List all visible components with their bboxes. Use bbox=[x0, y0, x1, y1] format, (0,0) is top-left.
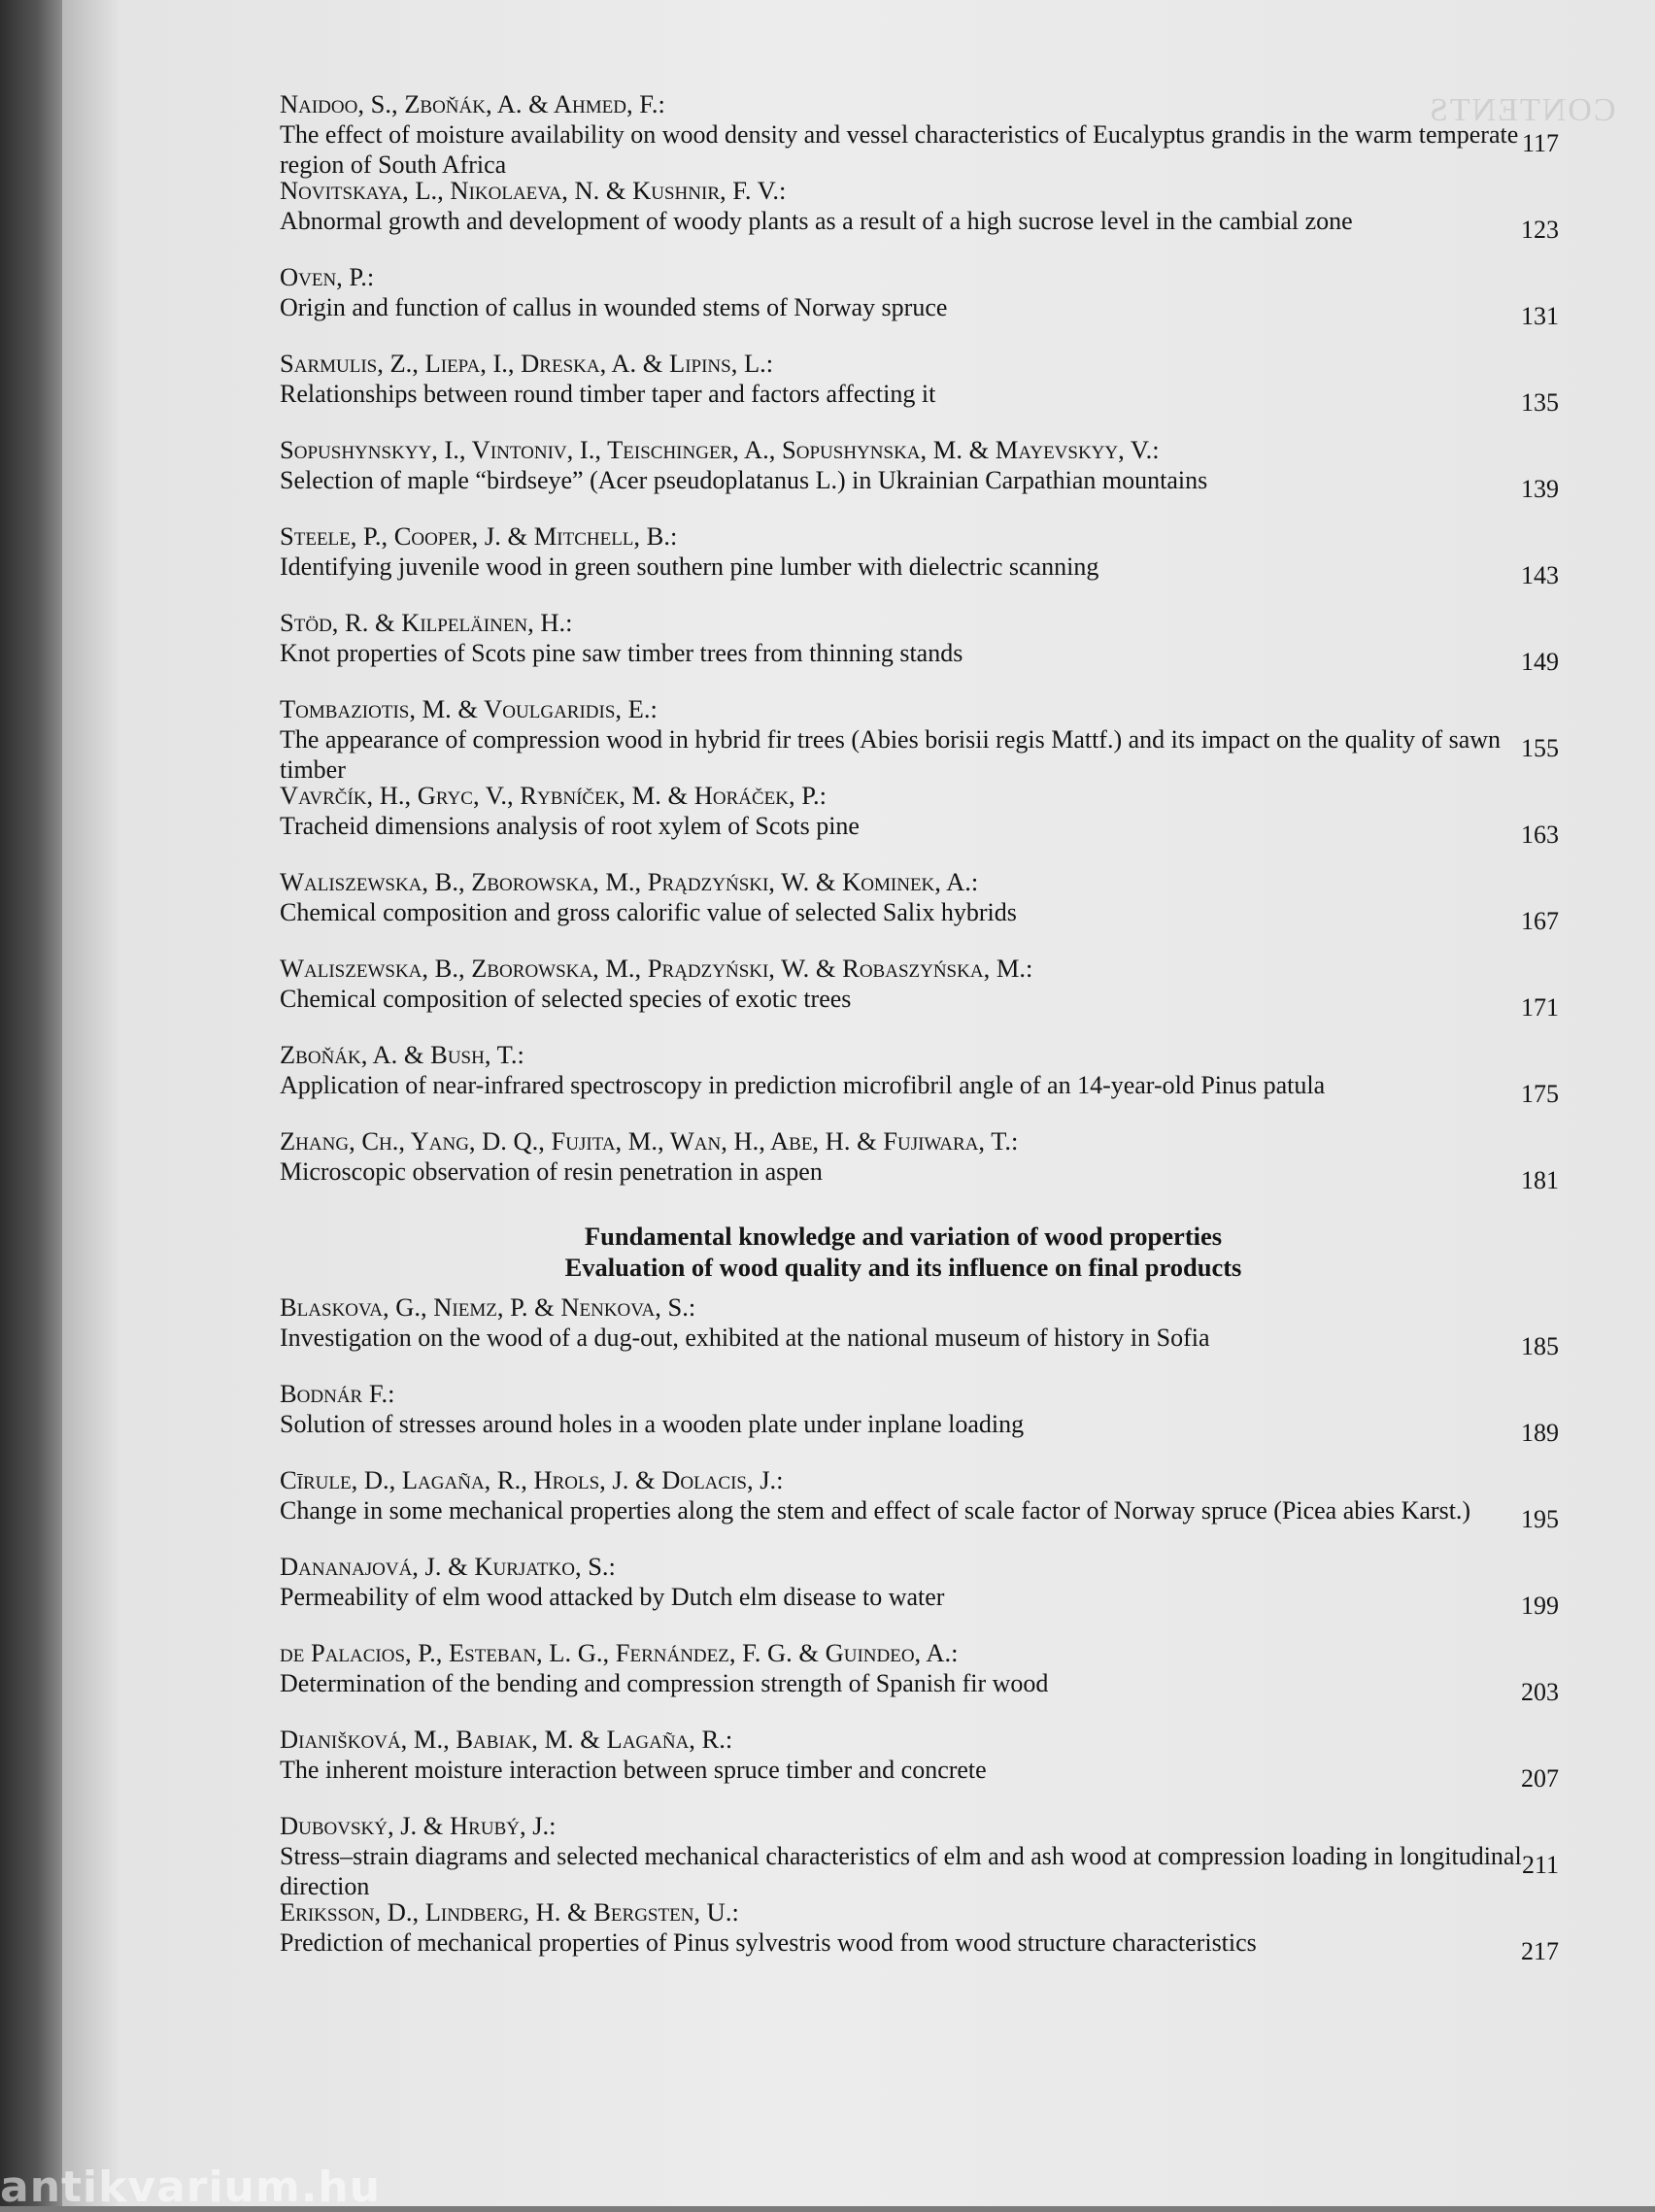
toc-entry-authors: Sarmulis, Z., Liepa, I., Dreska, A. & Lipins, L.: bbox=[280, 349, 774, 378]
toc-entry-authors: Naidoo, S., Zboňák, A. & Ahmed, F.: bbox=[280, 89, 665, 118]
toc-entry-authors: Waliszewska, B., Zborowska, M., Prądzyński, W. & Robaszyńska, M.: bbox=[280, 954, 1033, 983]
toc-entry-page-number: 167 bbox=[1521, 907, 1559, 935]
toc-entry bbox=[194, 1292, 1573, 1379]
toc-entry bbox=[194, 1897, 1573, 1984]
toc-entry bbox=[194, 608, 1573, 694]
toc-entry-title: Stress–strain diagrams and selected mechanical characteristics of elm and ash wood at compression loading in longitudinal direction bbox=[280, 1842, 1522, 1900]
toc-entry bbox=[194, 1811, 1573, 1900]
toc-entry-authors: Waliszewska, B., Zborowska, M., Prądzyński, W. & Kominek, A.: bbox=[280, 867, 979, 896]
toc-entry bbox=[194, 1638, 1573, 1725]
toc-entry bbox=[194, 867, 1573, 954]
toc-entry-authors: Zboňák, A. & Bush, T.: bbox=[280, 1040, 524, 1069]
section-heading-line-2: Evaluation of wood quality and its influence on final products bbox=[564, 1253, 1242, 1282]
toc-entry bbox=[194, 176, 1573, 262]
toc-entry-title: Prediction of mechanical properties of Pinus sylvestris wood from wood structure characteristics bbox=[280, 1928, 1257, 1957]
toc-entry-authors: Sopushynskyy, I., Vintoniv, I., Teischinger, A., Sopushynska, M. & Mayevskyy, V.: bbox=[280, 435, 1160, 464]
toc-entry bbox=[194, 349, 1573, 435]
toc-entry bbox=[194, 435, 1573, 521]
show-through-heading: CONTENTS bbox=[1428, 92, 1616, 128]
toc-entry-title: Chemical composition of selected species of exotic trees bbox=[280, 985, 852, 1013]
toc-entry bbox=[194, 694, 1573, 784]
toc-entry-authors: Zhang, Ch., Yang, D. Q., Fujita, M., Wan, H., Abe, H. & Fujiwara, T.: bbox=[280, 1126, 1019, 1156]
toc-entry-authors: de Palacios, P., Esteban, L. G., Fernández, F. G. & Guindeo, A.: bbox=[280, 1638, 959, 1667]
toc-entry bbox=[194, 262, 1573, 349]
watermark: antikvarium.hu bbox=[0, 2162, 382, 2212]
toc-entry bbox=[194, 1552, 1573, 1638]
toc-entry-title: Application of near-infrared spectroscopy in prediction microfibril angle of an 14-year-old Pinus patula bbox=[280, 1071, 1326, 1099]
toc-entry-page-number: 131 bbox=[1521, 302, 1559, 330]
book-spine-shadow bbox=[0, 0, 62, 2206]
toc-entry-title: Determination of the bending and compression strength of Spanish fir wood bbox=[280, 1669, 1049, 1697]
toc-entry-page-number: 123 bbox=[1521, 216, 1559, 244]
toc-entry-authors: Vavrčík, H., Gryc, V., Rybníček, M. & Horáček, P.: bbox=[280, 781, 828, 810]
toc-entry-title: Origin and function of callus in wounded stems of Norway spruce bbox=[280, 293, 948, 321]
toc-entry-authors: Dubovský, J. & Hrubý, J.: bbox=[280, 1811, 557, 1840]
toc-entry-title: Solution of stresses around holes in a wooden plate under inplane loading bbox=[280, 1410, 1025, 1438]
toc-entry-title: The appearance of compression wood in hybrid fir trees (Abies borisii regis Mattf.) and its impact on the quality of sawn timber bbox=[280, 725, 1502, 784]
toc-entry-title: Chemical composition and gross calorific value of selected Salix hybrids bbox=[280, 898, 1017, 926]
toc-entry-authors: Blaskova, G., Niemz, P. & Nenkova, S.: bbox=[280, 1292, 696, 1322]
toc-entry-authors: Eriksson, D., Lindberg, H. & Bergsten, U.: bbox=[280, 1897, 739, 1927]
toc-entry-authors: Steele, P., Cooper, J. & Mitchell, B.: bbox=[280, 521, 678, 551]
toc-entry-title: Investigation on the wood of a dug-out, exhibited at the national museum of history in Sofia bbox=[280, 1324, 1210, 1352]
toc-entry-title: Selection of maple “birdseye” (Acer pseudoplatanus L.) in Ukrainian Carpathian mountains bbox=[280, 466, 1208, 494]
toc-entry bbox=[194, 1126, 1573, 1213]
toc-entry-page-number: 143 bbox=[1521, 561, 1559, 589]
toc-entry bbox=[194, 781, 1573, 867]
toc-entry bbox=[194, 89, 1573, 179]
toc-entry-page-number: 189 bbox=[1521, 1419, 1559, 1447]
toc-entry-authors: Tombaziotis, M. & Voulgaridis, E.: bbox=[280, 694, 658, 723]
toc-entry-authors: Novitskaya, L., Nikolaeva, N. & Kushnir, F. V.: bbox=[280, 176, 787, 205]
toc-entry-page-number: 149 bbox=[1521, 648, 1559, 676]
toc-entry-page-number: 203 bbox=[1521, 1678, 1559, 1706]
toc-entry bbox=[194, 1725, 1573, 1811]
toc-entry-title: Tracheid dimensions analysis of root xylem of Scots pine bbox=[280, 812, 860, 840]
toc-entry-page-number: 207 bbox=[1521, 1764, 1559, 1793]
toc-entry-authors: Cīrule, D., Lagaña, R., Hrols, J. & Dolacis, J.: bbox=[280, 1465, 784, 1494]
toc-entry bbox=[194, 1040, 1573, 1126]
toc-entry-page-number: 135 bbox=[1521, 388, 1559, 417]
toc-entry-page-number: 195 bbox=[1521, 1505, 1559, 1533]
toc-entry-title: Microscopic observation of resin penetration in aspen bbox=[280, 1157, 823, 1186]
toc-entry bbox=[194, 521, 1573, 608]
toc-entry-title: Identifying juvenile wood in green southern pine lumber with dielectric scanning bbox=[280, 553, 1099, 581]
toc-entry-page-number: 199 bbox=[1521, 1592, 1559, 1620]
section-heading-line-1: Fundamental knowledge and variation of wood properties bbox=[584, 1222, 1223, 1251]
toc-entry-authors: Stöd, R. & Kilpeläinen, H.: bbox=[280, 608, 573, 637]
toc-entry-title: Abnormal growth and development of woody plants as a result of a high sucrose level in the cambial zone bbox=[280, 207, 1353, 235]
toc-entry-page-number: 117 bbox=[1521, 129, 1559, 157]
toc-entry-page-number: 163 bbox=[1521, 821, 1559, 849]
section-heading bbox=[233, 1213, 1573, 1292]
toc-list-part-2 bbox=[194, 1292, 1573, 1984]
toc-entry-title: The inherent moisture interaction between spruce timber and concrete bbox=[280, 1756, 987, 1784]
toc-entry-authors: Bodnár F.: bbox=[280, 1379, 395, 1408]
toc-entry-page-number: 181 bbox=[1521, 1166, 1559, 1194]
toc-entry-page-number: 139 bbox=[1521, 475, 1559, 503]
toc-entry-page-number: 155 bbox=[1521, 734, 1559, 762]
toc-entry bbox=[194, 954, 1573, 1040]
toc-entry-authors: Dianišková, M., Babiak, M. & Lagaña, R.: bbox=[280, 1725, 733, 1754]
toc-entry-page-number: 217 bbox=[1521, 1937, 1559, 1965]
toc-entry-authors: Oven, P.: bbox=[280, 262, 375, 291]
toc-entry-title: Permeability of elm wood attacked by Dutch elm disease to water bbox=[280, 1583, 945, 1611]
table-of-contents bbox=[194, 89, 1573, 1984]
toc-entry-authors: Dananajová, J. & Kurjatko, S.: bbox=[280, 1552, 616, 1581]
toc-entry-title: Relationships between round timber taper and factors affecting it bbox=[280, 380, 936, 408]
toc-entry-page-number: 175 bbox=[1521, 1080, 1559, 1108]
toc-entry bbox=[194, 1465, 1573, 1552]
toc-entry bbox=[194, 1379, 1573, 1465]
toc-entry-page-number: 211 bbox=[1521, 1851, 1559, 1879]
toc-entry-title: Change in some mechanical properties along the stem and effect of scale factor of Norway spruce (Picea abies Karst.) bbox=[280, 1496, 1471, 1525]
toc-entry-page-number: 185 bbox=[1521, 1332, 1559, 1360]
toc-entry-title: Knot properties of Scots pine saw timber trees from thinning stands bbox=[280, 639, 963, 667]
toc-list-part-1 bbox=[194, 89, 1573, 1213]
toc-entry-page-number: 171 bbox=[1521, 993, 1559, 1022]
toc-entry-title: The effect of moisture availability on wood density and vessel characteristics of Eucalyptus grandis in the warm temperate region of South Africa bbox=[280, 120, 1519, 179]
